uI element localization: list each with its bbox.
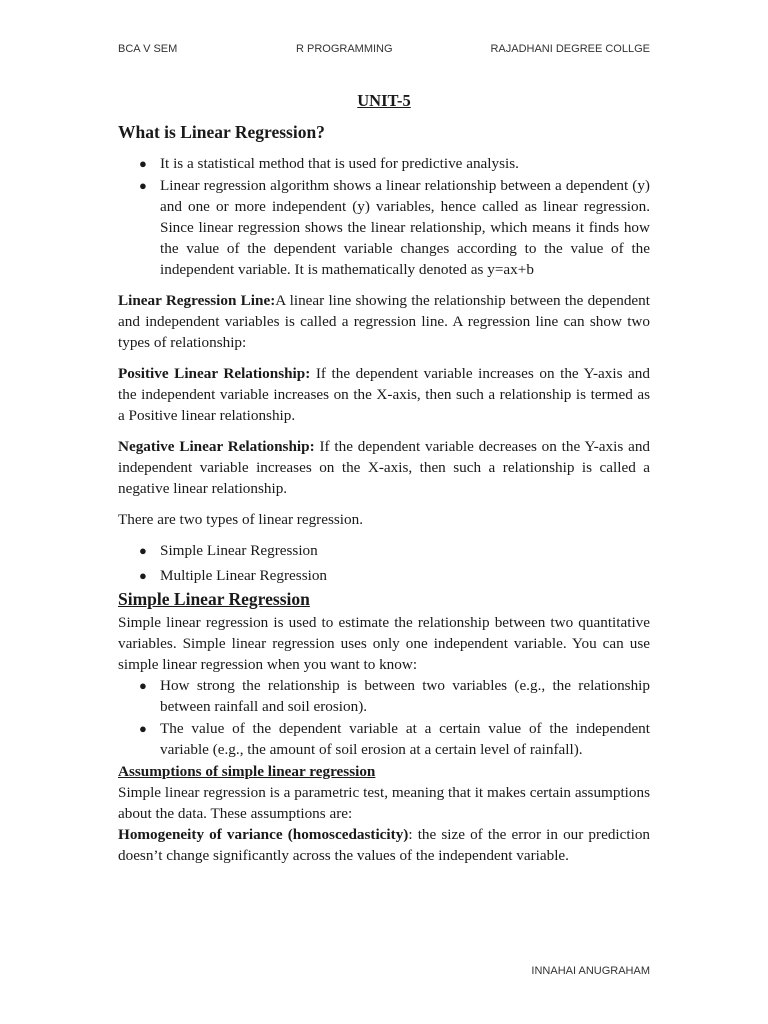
header-course: BCA V SEM xyxy=(118,43,178,55)
bullet-dot-icon: ● xyxy=(139,178,147,193)
page-footer-author: INNAHAI ANUGRAHAM xyxy=(531,965,650,977)
bullet-dot-icon: ● xyxy=(139,568,147,583)
negative-relationship-paragraph xyxy=(118,436,650,499)
homogeneity-text: : the size of the error in our prediction doesn’t change significantly across the values of the independent variable. xyxy=(118,826,651,864)
section-heading-assumptions: Assumptions of simple linear regression xyxy=(118,763,376,780)
list-item xyxy=(118,718,650,760)
positive-relationship-text: If the dependent variable increases on the Y-axis and the independent variable increases on the X-axis, then such a relationship is termed as a Positive linear relationship. xyxy=(118,365,650,424)
bullet-dot-icon: ● xyxy=(139,721,147,736)
header-college: RAJADHANI DEGREE COLLGE xyxy=(490,43,650,55)
page-header xyxy=(118,43,650,59)
section-heading-what-is: What is Linear Regression? xyxy=(118,122,325,142)
types-bullet-list xyxy=(118,540,650,586)
simple-bullet-list xyxy=(118,675,650,760)
list-item xyxy=(118,540,650,561)
homogeneity-paragraph xyxy=(118,824,650,866)
list-item-text: Multiple Linear Regression xyxy=(160,567,328,584)
regression-line-label: Linear Regression Line: xyxy=(118,292,276,309)
negative-relationship-label: Negative Linear Relationship: xyxy=(118,438,315,455)
bullet-dot-icon: ● xyxy=(139,543,147,558)
homogeneity-label: Homogeneity of variance (homoscedasticity) xyxy=(118,826,409,843)
positive-relationship-paragraph xyxy=(118,363,650,426)
document-body xyxy=(118,90,650,866)
negative-relationship-text: If the dependent variable decreases on the Y-axis and independent variable increases on the X-axis, then such a relationship is called a negative linear relationship. xyxy=(118,438,651,497)
list-item xyxy=(118,153,650,174)
list-item-text: How strong the relationship is between two variables (e.g., the relationship between rainfall and soil erosion). xyxy=(160,677,650,715)
assumptions-paragraph: Simple linear regression is a parametric test, meaning that it makes certain assumptions about the data. These assumptions are: xyxy=(118,784,650,822)
types-intro: There are two types of linear regression. xyxy=(118,511,364,528)
list-item-text: Linear regression algorithm shows a linear relationship between a dependent (y) and one or more independent (y) variables, hence called as linear regression. Since linear regression shows the linear relationship, which means it finds how the value of the dependent variable changes according to the value of the independent variable. It is mathematically denoted as y=ax+b xyxy=(160,177,650,278)
list-item xyxy=(118,175,650,280)
positive-relationship-label: Positive Linear Relationship: xyxy=(118,365,311,382)
list-item xyxy=(118,675,650,717)
bullet-dot-icon: ● xyxy=(139,678,147,693)
section-heading-simple: Simple Linear Regression xyxy=(118,589,310,609)
simple-regression-paragraph: Simple linear regression is used to estimate the relationship between two quantitative variables. Simple linear regression uses only one independent variable. You can use simple linear regression when you want to know: xyxy=(118,614,650,673)
regression-line-paragraph xyxy=(118,290,650,353)
what-is-bullet-list xyxy=(118,153,650,280)
header-subject: R PROGRAMMING xyxy=(296,43,393,55)
list-item-text: Simple Linear Regression xyxy=(160,542,318,559)
list-item-text: It is a statistical method that is used for predictive analysis. xyxy=(160,155,519,172)
bullet-dot-icon: ● xyxy=(139,156,147,171)
list-item-text: The value of the dependent variable at a certain value of the independent variable (e.g., the amount of soil erosion at a certain level of rainfall). xyxy=(160,720,650,758)
regression-line-text: A linear line showing the relationship between the dependent and independent variables is called a regression line. A regression line can show two types of relationship: xyxy=(118,292,650,351)
list-item xyxy=(118,565,650,586)
unit-title: UNIT-5 xyxy=(357,91,411,110)
